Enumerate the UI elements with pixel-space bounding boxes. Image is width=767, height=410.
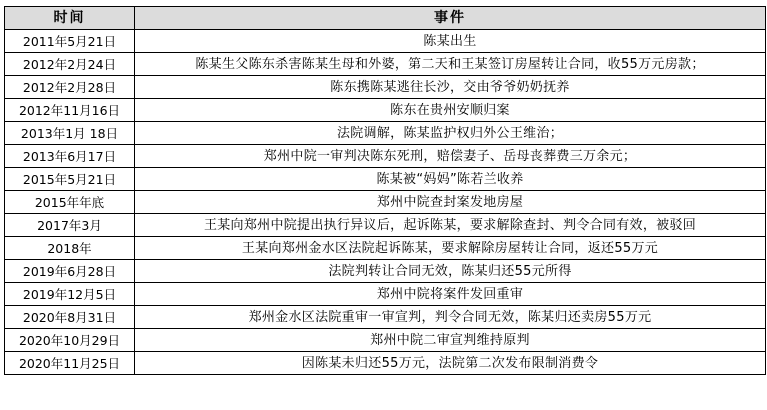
- row-date: 2018年: [5, 237, 135, 260]
- row-date: 2012年2月24日: [5, 53, 135, 76]
- table-row: [5, 329, 766, 352]
- table-row: [5, 168, 766, 191]
- row-date: 2020年8月31日: [5, 306, 135, 329]
- table-row: [5, 283, 766, 306]
- row-date: 2011年5月21日: [5, 30, 135, 53]
- row-event: 郑州中院一审判决陈东死刑，赔偿妻子、岳母丧葬费三万余元；: [135, 145, 766, 168]
- row-date: 2015年年底: [5, 191, 135, 214]
- row-date: 2012年11月16日: [5, 99, 135, 122]
- row-date: 2020年10月29日: [5, 329, 135, 352]
- row-event: 郑州中院查封案发地房屋: [135, 191, 766, 214]
- row-event: 郑州中院二审宣判维持原判: [135, 329, 766, 352]
- timeline-table: [4, 6, 766, 375]
- row-event: 陈某生父陈东杀害陈某生母和外婆，第二天和王某签订房屋转让合同，收55万元房款；: [135, 53, 766, 76]
- timeline-table-container: [4, 6, 765, 375]
- row-event: 法院判转让合同无效，陈某归还55元所得: [135, 260, 766, 283]
- row-event: 陈某出生: [135, 30, 766, 53]
- table-row: [5, 306, 766, 329]
- table-row: [5, 214, 766, 237]
- row-event: 法院调解，陈某监护权归外公王维治；: [135, 122, 766, 145]
- row-event: 王某向郑州金水区法院起诉陈某，要求解除房屋转让合同，返还55万元: [135, 237, 766, 260]
- table-row: [5, 260, 766, 283]
- row-event: 陈东携陈某逃往长沙，交由爷爷奶奶抚养: [135, 76, 766, 99]
- row-date: 2020年11月25日: [5, 352, 135, 375]
- row-event: 陈东在贵州安顺归案: [135, 99, 766, 122]
- row-event: 因陈某未归还55万元，法院第二次发布限制消费令: [135, 352, 766, 375]
- row-event: 王某向郑州中院提出执行异议后，起诉陈某，要求解除查封、判令合同有效，被驳回: [135, 214, 766, 237]
- table-row: [5, 30, 766, 53]
- table-row: [5, 76, 766, 99]
- column-header-time: 时间: [5, 7, 135, 30]
- row-date: 2019年6月28日: [5, 260, 135, 283]
- table-row: [5, 122, 766, 145]
- table-row: [5, 99, 766, 122]
- row-date: 2012年2月28日: [5, 76, 135, 99]
- row-event: 郑州金水区法院重审一审宣判，判令合同无效，陈某归还卖房55万元: [135, 306, 766, 329]
- table-row: [5, 191, 766, 214]
- column-header-event: 事件: [135, 7, 766, 30]
- table-row: [5, 53, 766, 76]
- table-row: [5, 145, 766, 168]
- row-event: 郑州中院将案件发回重审: [135, 283, 766, 306]
- row-date: 2015年5月21日: [5, 168, 135, 191]
- row-date: 2019年12月5日: [5, 283, 135, 306]
- table-row: [5, 237, 766, 260]
- row-date: 2013年1月 18日: [5, 122, 135, 145]
- table-row: [5, 352, 766, 375]
- header-row: [5, 7, 766, 30]
- row-date: 2017年3月: [5, 214, 135, 237]
- row-date: 2013年6月17日: [5, 145, 135, 168]
- row-event: 陈某被“妈妈”陈若兰收养: [135, 168, 766, 191]
